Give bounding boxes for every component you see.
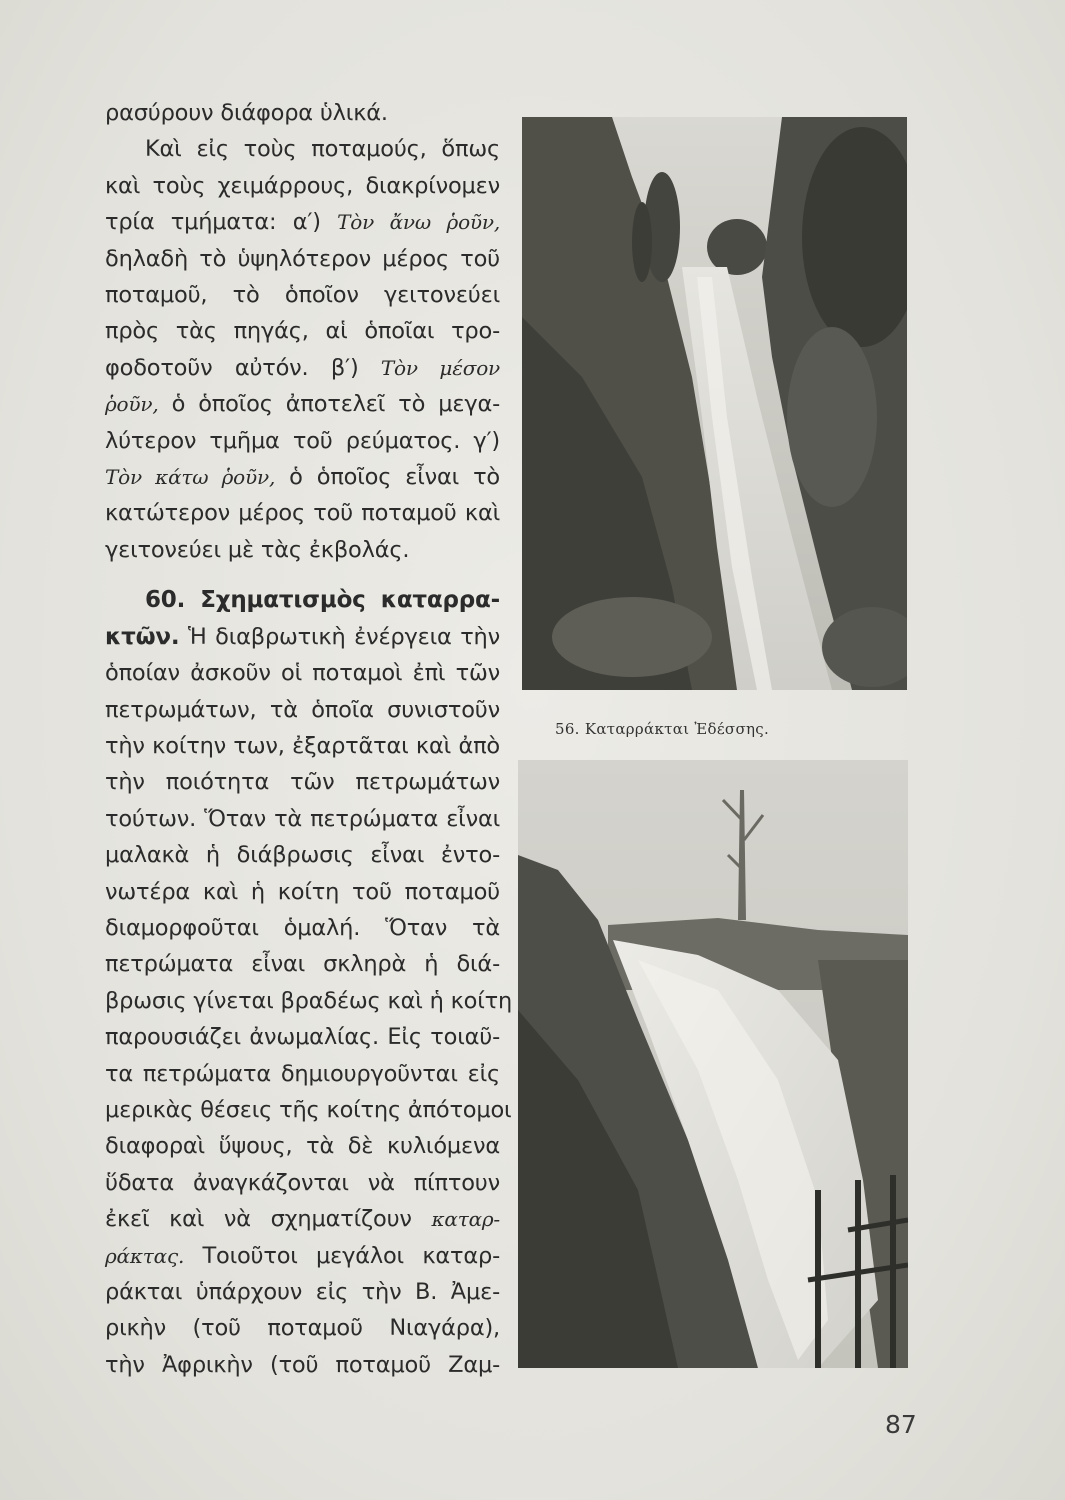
text-line: ρικὴν (τοῦ ποταμοῦ Νιαγάρα),: [105, 1315, 500, 1342]
text-line: πετρώματα εἶναι σκληρὰ ἡ διά-: [105, 951, 500, 978]
page-number: 87: [885, 1410, 917, 1439]
text-line: [105, 1201, 500, 1237]
italic-term-ano-roun: Τὸν ἄνω ῥοῦν,: [337, 210, 500, 235]
text-line: κατώτερον μέρος τοῦ ποταμοῦ καὶ: [105, 500, 500, 527]
text-run: ἐκεῖ καὶ νὰ σχηματίζουν: [105, 1206, 432, 1233]
text-line: [105, 1238, 500, 1274]
section-heading: 60. Σχηματισμὸς καταρρα-: [145, 587, 500, 614]
text-line: πρὸς τὰς πηγάς, αἱ ὁποῖαι τρο-: [105, 318, 500, 345]
text-line: καὶ τοὺς χειμάρρους, διακρίνομεν: [105, 172, 500, 199]
text-line: λύτερον τμῆμα τοῦ ρεύματος. γ′): [105, 427, 500, 454]
body-text-column: [105, 95, 513, 1383]
text-line: τὴν κοίτην των, ἐξαρτᾶται καὶ ἀπὸ: [105, 732, 500, 759]
figure-caption-56: 56. Καταρράκται Ἐδέσσης.: [555, 720, 770, 738]
text-line: τὴν ποιότητα τῶν πετρωμάτων: [105, 769, 500, 796]
text-line: τούτων. Ὅταν τὰ πετρώματα εἶναι: [105, 805, 500, 832]
text-line: [105, 350, 500, 386]
text-line: τα πετρώματα δημιουργοῦνται εἰς: [105, 1060, 500, 1087]
text-run: Τοιοῦτοι μεγάλοι καταρ-: [184, 1242, 500, 1269]
text-line: νωτέρα καὶ ἡ κοίτη τοῦ ποταμοῦ: [105, 878, 500, 905]
text-run: τρία τμήματα: α′): [105, 209, 338, 236]
text-line: παρουσιάζει ἀνωμαλίας. Εἰς τοιαῦ-: [105, 1024, 500, 1051]
text-line: τὴν Ἀφρικὴν (τοῦ ποταμοῦ Ζαμ-: [105, 1351, 500, 1378]
text-run: ὁ ὁποῖος εἶναι τὸ: [275, 464, 501, 491]
text-run: Ἡ διαβρωτικὴ ἐνέργεια τὴν: [179, 623, 500, 650]
text-line: διαμορφοῦται ὁμαλή. Ὅταν τὰ: [105, 914, 500, 941]
waterfall-photo-2-image: [518, 760, 908, 1368]
text-line: μαλακὰ ἡ διάβρωσις εἶναι ἐντο-: [105, 842, 500, 869]
text-line: [105, 459, 500, 495]
text-line: μερικὰς θέσεις τῆς κοίτης ἀπότομοι: [105, 1096, 512, 1123]
waterfall-photo-1: [522, 117, 907, 690]
waterfall-photo-1-image: [522, 117, 907, 690]
text-run: φοδοτοῦν αὐτόν. β′): [105, 354, 381, 381]
italic-term-katarraktas: καταρ-: [431, 1207, 500, 1232]
section-heading-end: κτῶν.: [105, 623, 180, 650]
text-line: δηλαδὴ τὸ ὑψηλότερον μέρος τοῦ: [105, 245, 500, 272]
italic-term-kato-roun: Τὸν κάτω ῥοῦν,: [105, 465, 276, 490]
text-line: [105, 386, 500, 422]
text-line: ράκται ὑπάρχουν εἰς τὴν Β. Ἀμε-: [105, 1279, 500, 1305]
italic-term-meson: Τὸν μέσον: [380, 355, 500, 380]
text-line: πετρωμάτων, τὰ ὁποῖα συνιστοῦν: [105, 696, 500, 723]
text-line: ρασύρουν διάφορα ὑλικά.: [105, 100, 388, 126]
text-run: ὁ ὁποῖος ἀποτελεῖ τὸ μεγα-: [158, 391, 500, 418]
text-line: [105, 619, 500, 655]
text-line: ὕδατα ἀναγκάζονται νὰ πίπτουν: [105, 1169, 500, 1196]
text-line: διαφοραὶ ὕψους, τὰ δὲ κυλιόμενα: [105, 1133, 500, 1160]
italic-term-raktas: ράκτας.: [105, 1243, 185, 1268]
text-line: Καὶ εἰς τοὺς ποταμούς, ὅπως: [145, 136, 500, 163]
waterfall-photo-2: [518, 760, 908, 1368]
italic-term-roun: ῥοῦν,: [105, 392, 159, 417]
text-line: ποταμοῦ, τὸ ὁποῖον γειτονεύει: [105, 282, 500, 309]
text-line: βρωσις γίνεται βραδέως καὶ ἡ κοίτη: [105, 987, 513, 1014]
text-line: γειτονεύει μὲ τὰς ἐκβολάς.: [105, 536, 410, 563]
text-line: [105, 204, 500, 240]
text-line: ὁποίαν ἀσκοῦν οἱ ποταμοὶ ἐπὶ τῶν: [105, 660, 500, 687]
